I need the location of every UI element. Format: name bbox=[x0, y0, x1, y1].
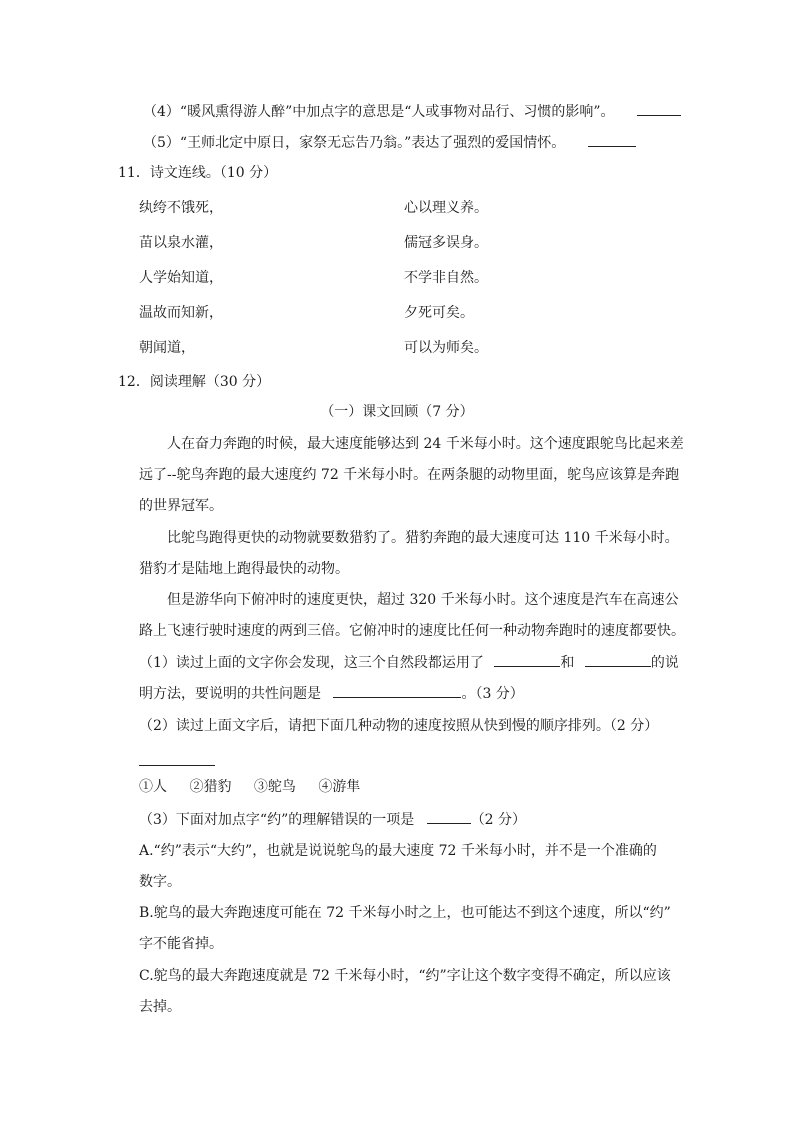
passage-line: 比鸵鸟跑得更快的动物就要数猎豹了。猎豹奔跑的最大速度可达 110 千米每小时。 bbox=[167, 530, 679, 546]
passage-line: 猎豹才是陆地上跑得最快的动物。 bbox=[139, 561, 349, 577]
choice-b[interactable]: B.鸵鸟的最大奔跑速度可能在 72 千米每小时之上，也可能达不到这个速度，所以“约” bbox=[139, 905, 671, 921]
answer-blank[interactable] bbox=[588, 132, 636, 147]
match-right-item[interactable]: 夕死可矣。 bbox=[404, 305, 474, 321]
passage-line: 远了--鸵鸟奔跑的最大速度约 72 千米每小时。在两条腿的动物里面，鸵鸟应该算是奔跑 bbox=[139, 467, 680, 483]
passage-line: 的世界冠军。 bbox=[139, 498, 223, 514]
option-item: ④游隼 bbox=[318, 779, 361, 795]
answer-blank[interactable] bbox=[494, 652, 560, 667]
match-right-item[interactable]: 可以为师矣。 bbox=[404, 340, 488, 356]
option-item: ①人 bbox=[139, 779, 167, 795]
sub-question-3: （3）下面对加点字“约”的理解错误的一项是 （2 分） bbox=[139, 809, 526, 830]
answer-blank[interactable] bbox=[637, 101, 681, 116]
match-left-item[interactable]: 苗以泉水灌， bbox=[139, 235, 223, 251]
passage-line: 但是游华向下俯冲时的速度更快，超过 320 千米每小时。这个速度是汽车在高速公 bbox=[167, 592, 679, 608]
match-left-item[interactable]: 纨绔不饿死， bbox=[139, 200, 223, 216]
choice-a-cont: 数字。 bbox=[139, 874, 181, 890]
option-item: ②猎豹 bbox=[189, 779, 232, 795]
match-right-item[interactable]: 心以理义养。 bbox=[404, 200, 488, 216]
question-12-title: 12．阅读理解（30 分） bbox=[118, 374, 271, 390]
match-right-item[interactable]: 儒冠多误身。 bbox=[404, 235, 488, 251]
answer-blank[interactable] bbox=[427, 809, 471, 824]
choice-c-cont: 去掉。 bbox=[139, 999, 181, 1015]
sub-question-1-cont: 明方法，要说明的共性问题是 。（3 分） bbox=[139, 683, 524, 704]
passage-line: 路上飞速行驶时速度的两到三倍。它俯冲时的速度比任何一种动物奔跑时的速度都要快。 bbox=[139, 623, 685, 639]
answer-blank[interactable] bbox=[585, 652, 651, 667]
match-left-item[interactable]: 朝闻道， bbox=[139, 340, 195, 356]
answer-line[interactable] bbox=[139, 751, 215, 772]
judge-item-5: （5）“王师北定中原日，家祭无忘告乃翁。”表达了强烈的爱国情怀。 bbox=[143, 132, 636, 153]
choice-c[interactable]: C.鸵鸟的最大奔跑速度就是 72 千米每小时，“约”字让这个数字变得不确定，所以应该 bbox=[139, 968, 671, 984]
choice-b-cont: 字不能省掉。 bbox=[139, 936, 223, 952]
match-left-item[interactable]: 人学始知道， bbox=[139, 270, 223, 286]
choice-a[interactable]: A.“约”表示“大约”，也就是说说鸵鸟的最大速度 72 千米每小时，并不是一个准确的 bbox=[139, 843, 657, 859]
passage-line: 人在奋力奔跑的时候，最大速度能够达到 24 千米每小时。这个速度跟鸵鸟比起来差 bbox=[167, 436, 684, 452]
option-item: ③鸵鸟 bbox=[253, 779, 296, 795]
judge-item-4: （4）“暖风熏得游人醉”中加点字的意思是“人或事物对品行、习惯的影响”。 bbox=[143, 101, 681, 122]
question-11-title: 11．诗文连线。（10 分） bbox=[118, 165, 278, 181]
sub-question-2: （2）读过上面文字后，请把下面几种动物的速度按照从快到慢的顺序排列。（2 分） bbox=[139, 718, 659, 734]
section-title: （一）课文回顾（7 分） bbox=[320, 404, 474, 420]
sub-question-1: （1）读过上面的文字你会发现，这三个自然段都运用了 和 的说 bbox=[139, 652, 679, 673]
option-list bbox=[139, 777, 360, 797]
match-left-item[interactable]: 温故而知新， bbox=[139, 305, 223, 321]
answer-blank[interactable] bbox=[333, 683, 461, 698]
match-right-item[interactable]: 不学非自然。 bbox=[404, 270, 488, 286]
